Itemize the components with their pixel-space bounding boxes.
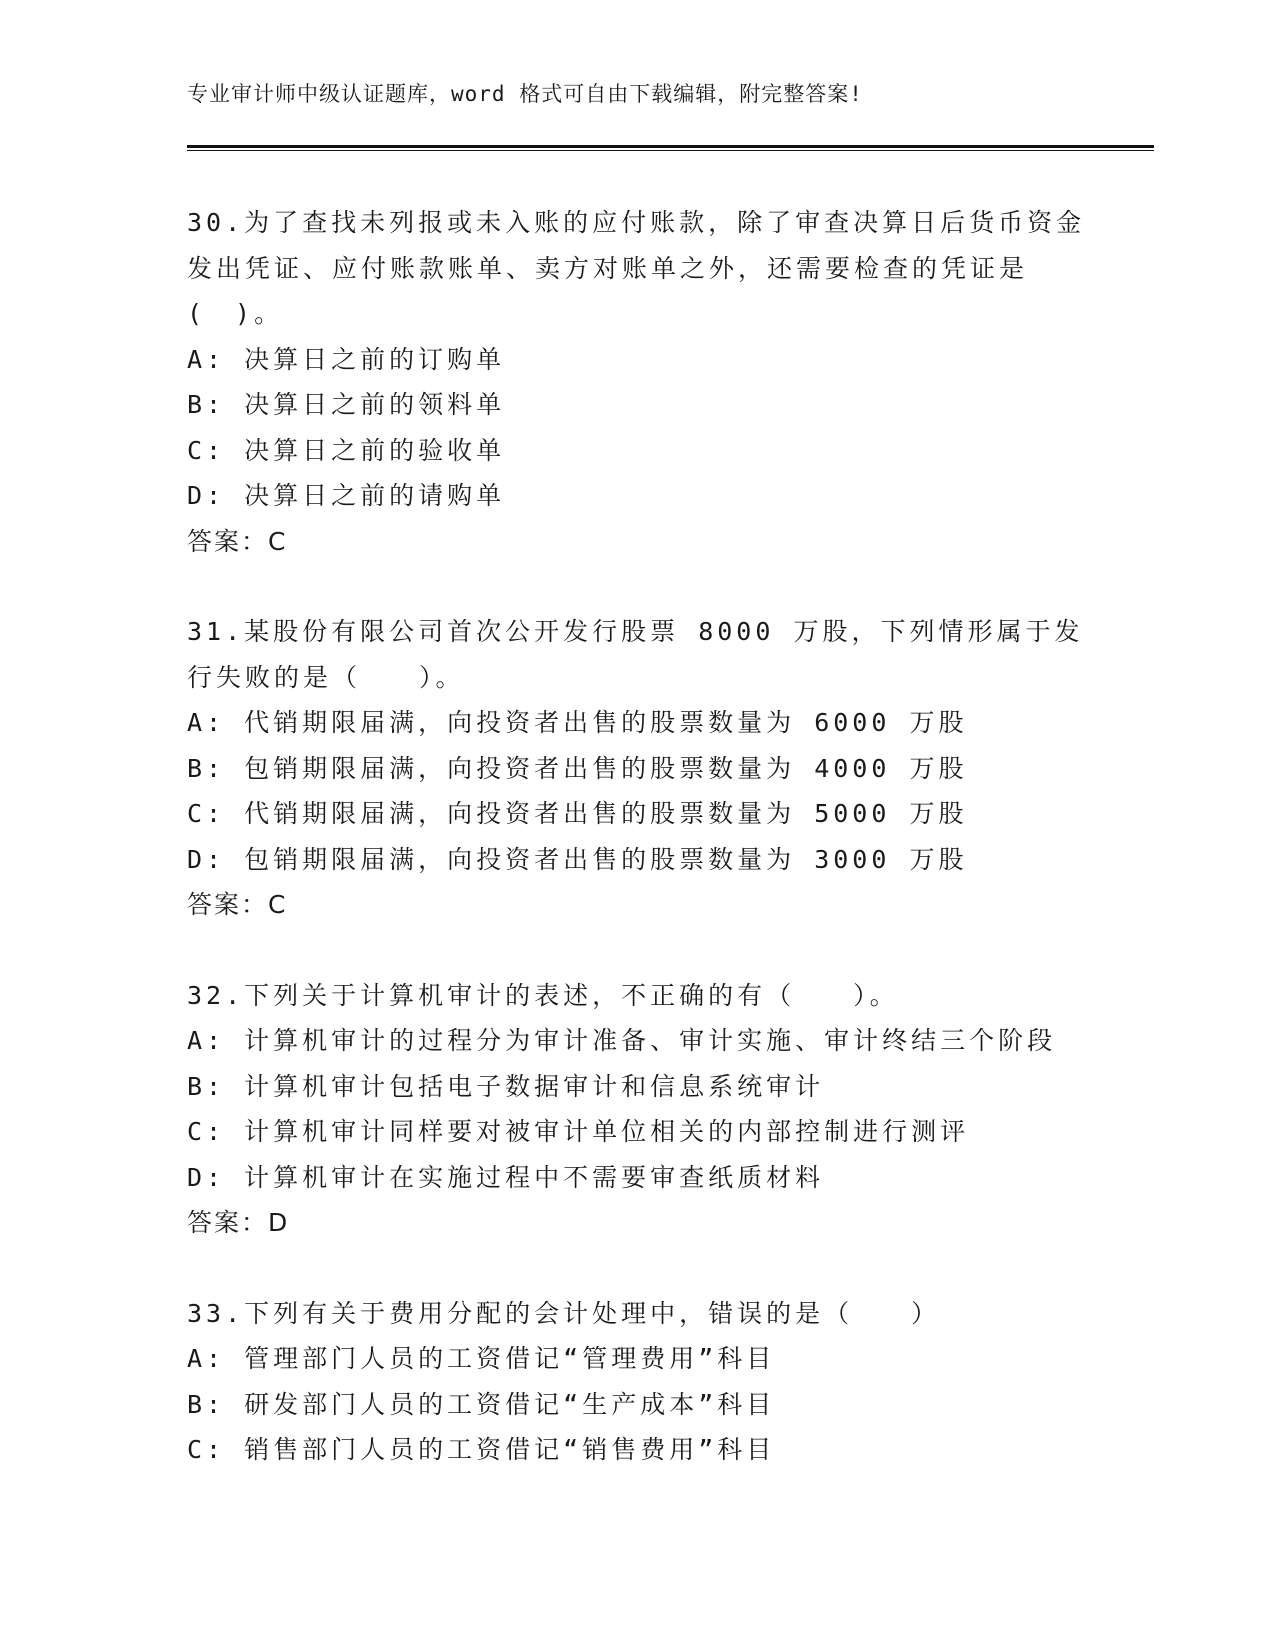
question-list	[187, 200, 1087, 1473]
question-30	[187, 200, 1087, 564]
question-stem: 33.下列有关于费用分配的会计处理中，错误的是（ ）	[187, 1298, 941, 1328]
option-d: D: 计算机审计在实施过程中不需要审查纸质材料	[187, 1162, 825, 1192]
option-a: A: 管理部门人员的工资借记“管理费用”科目	[187, 1344, 776, 1373]
question-32	[187, 973, 1087, 1246]
option-b: B: 决算日之前的领料单	[187, 390, 506, 419]
question-stem: 31.某股份有限公司首次公开发行股票 8000 万股，下列情形属于发行失败的是（ ）。	[187, 617, 1084, 692]
question-stem: 32.下列关于计算机审计的表述，不正确的有（ ）。	[187, 980, 899, 1010]
answer-line: 答案：D	[187, 1208, 290, 1237]
question-33	[187, 1291, 1087, 1473]
question-31	[187, 609, 1087, 928]
answer-line: 答案：C	[187, 890, 288, 919]
option-c: C: 决算日之前的验收单	[187, 435, 506, 465]
option-c: C: 代销期限届满，向投资者出售的股票数量为 5000 万股	[187, 799, 968, 828]
option-b: B: 包销期限届满，向投资者出售的股票数量为 4000 万股	[187, 753, 968, 783]
answer-line: 答案：C	[187, 526, 288, 556]
option-d: D: 包销期限届满，向投资者出售的股票数量为 3000 万股	[187, 844, 968, 874]
option-d: D: 决算日之前的请购单	[187, 481, 506, 510]
question-stem: 30.为了查找未列报或未入账的应付账款，除了审查决算日后货币资金发出凭证、应付账款账单、卖方对账单之外，还需要检查的凭证是( )。	[187, 208, 1086, 328]
header-divider	[187, 145, 1154, 151]
option-c: C: 计算机审计同样要对被审计单位相关的内部控制进行测评	[187, 1117, 970, 1146]
option-a: A: 计算机审计的过程分为审计准备、审计实施、审计终结三个阶段	[187, 1026, 1057, 1055]
option-b: B: 计算机审计包括电子数据审计和信息系统审计	[187, 1071, 825, 1101]
option-a: A: 代销期限届满，向投资者出售的股票数量为 6000 万股	[187, 708, 968, 737]
option-a: A: 决算日之前的订购单	[187, 344, 506, 374]
option-b: B: 研发部门人员的工资借记“生产成本”科目	[187, 1389, 776, 1419]
option-c: C: 销售部门人员的工资借记“销售费用”科目	[187, 1435, 776, 1464]
page-header: 专业审计师中级认证题库，word 格式可自由下载编辑，附完整答案!	[187, 82, 863, 106]
